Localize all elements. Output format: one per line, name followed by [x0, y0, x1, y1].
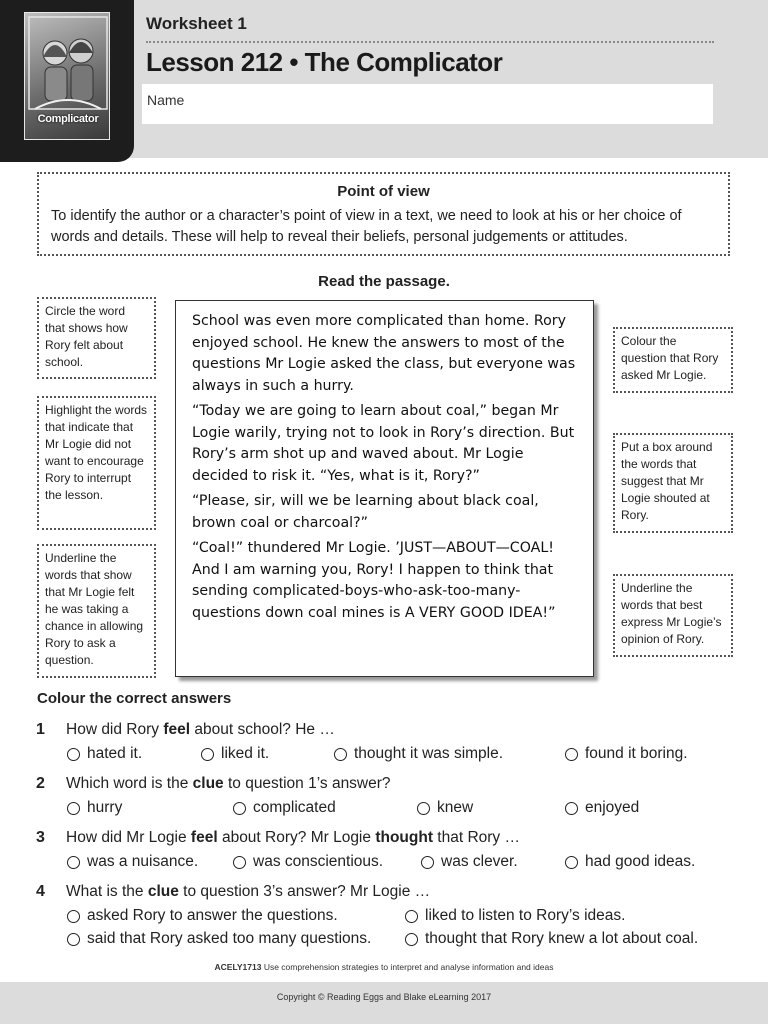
answer-option[interactable]: [233, 799, 336, 817]
question-text-part: that Rory …: [432, 829, 520, 846]
answer-option-label: complicated: [253, 799, 336, 816]
answer-option-label: asked Rory to answer the questions.: [87, 907, 338, 924]
question-4-text: [66, 883, 430, 901]
radio-circle-icon[interactable]: [67, 748, 80, 761]
answer-option[interactable]: [67, 853, 198, 871]
answer-option-label: knew: [437, 799, 474, 816]
answer-option-label: hated it.: [87, 745, 143, 762]
passage-paragraph: “Today we are going to learn about coal,” began Mr Logie warily, trying not to look in Rory’s direction. But Rory’s arm shot up and waved about. Mr Logie decided to risk it. “Yes, what is it, Rory?”: [192, 403, 575, 484]
answer-option[interactable]: [421, 853, 518, 871]
answer-option[interactable]: [405, 930, 698, 948]
question-3-number: 3: [36, 829, 45, 846]
copyright-notice: Copyright © Reading Eggs and Blake eLearning 2017: [276, 992, 492, 1002]
instruction-underline-opinion: Underline the words that best express Mr Logie’s opinion of Rory.: [613, 574, 733, 657]
curriculum-code: [0, 962, 768, 972]
answer-option-label: was a nuisance.: [87, 853, 199, 870]
reading-passage: [175, 300, 594, 677]
instruction-highlight-words: Highlight the words that indicate that Mr Logie did not want to encourage Rory to interrupt the lesson.: [37, 396, 156, 530]
answer-option-label: was conscientious.: [253, 853, 384, 870]
answer-option-label: enjoyed: [585, 799, 640, 816]
radio-circle-icon[interactable]: [405, 910, 418, 923]
instruction-box-shouted: Put a box around the words that suggest that Mr Logie shouted at Rory.: [613, 433, 733, 533]
question-text-part: How did Rory: [66, 721, 164, 738]
radio-circle-icon[interactable]: [233, 856, 246, 869]
point-of-view-title: Point of view: [337, 183, 430, 200]
answer-option-label: said that Rory asked too many questions.: [87, 930, 372, 947]
answer-option[interactable]: [417, 799, 473, 817]
answer-option[interactable]: [334, 745, 503, 763]
question-text-part: How did Mr Logie: [66, 829, 191, 846]
question-keyword: clue: [192, 775, 224, 792]
cover-title: Complicator: [37, 113, 99, 125]
answer-option[interactable]: [201, 745, 269, 763]
answer-option[interactable]: [67, 907, 338, 925]
passage-paragraph: “Please, sir, will we be learning about black coal, brown coal or charcoal?”: [192, 493, 539, 531]
answer-option-label: was clever.: [441, 853, 518, 870]
question-text-part: about school? He …: [190, 721, 335, 738]
point-of-view-box: [37, 172, 730, 256]
question-text-part: about Rory? Mr Logie: [217, 829, 376, 846]
worksheet-label: Worksheet 1: [146, 14, 247, 33]
answer-option-label: found it boring.: [585, 745, 688, 762]
name-field[interactable]: [142, 84, 713, 124]
answer-option-label: liked it.: [221, 745, 270, 762]
question-keyword: feel: [190, 829, 218, 846]
answer-option[interactable]: [67, 930, 371, 948]
read-passage-heading: Read the passage.: [318, 273, 450, 290]
footer-band: [0, 982, 768, 1024]
instruction-underline-chance: Underline the words that show that Mr Logie felt he was taking a chance in allowing Rory to ask a question.: [37, 544, 156, 678]
question-4-number: 4: [36, 883, 45, 900]
answer-option-label: thought it was simple.: [354, 745, 504, 762]
radio-circle-icon[interactable]: [67, 802, 80, 815]
answer-option[interactable]: [233, 853, 383, 871]
answer-option[interactable]: [565, 799, 639, 817]
question-2-number: 2: [36, 775, 45, 792]
answer-option[interactable]: [565, 745, 688, 763]
radio-circle-icon[interactable]: [565, 748, 578, 761]
question-keyword: clue: [147, 883, 179, 900]
curriculum-code-id: ACELY1713: [214, 962, 262, 972]
answer-option[interactable]: [67, 745, 142, 763]
book-cover-image: [24, 12, 110, 140]
question-text-part: What is the: [66, 883, 148, 900]
question-3-text: [66, 829, 520, 847]
radio-circle-icon[interactable]: [565, 802, 578, 815]
radio-circle-icon[interactable]: [67, 910, 80, 923]
question-text-part: to question 1’s answer?: [223, 775, 391, 792]
answer-option[interactable]: [67, 799, 122, 817]
curriculum-description: Use comprehension strategies to interpret and analyse information and ideas: [261, 962, 554, 972]
cover-frame: [0, 0, 134, 162]
name-label: Name: [147, 92, 185, 108]
answer-option-label: had good ideas.: [585, 853, 696, 870]
radio-circle-icon[interactable]: [201, 748, 214, 761]
questions-heading: Colour the correct answers: [37, 690, 232, 707]
radio-circle-icon[interactable]: [67, 933, 80, 946]
instruction-colour-question: Colour the question that Rory asked Mr Logie.: [613, 327, 733, 393]
point-of-view-text: To identify the author or a character’s point of view in a text, we need to look at his or her choice of words and details. These will help to reveal their beliefs, personal judgements or attitudes.: [51, 208, 682, 245]
lesson-title: Lesson 212 • The Complicator: [146, 47, 503, 77]
header-divider: [146, 41, 714, 43]
radio-circle-icon[interactable]: [334, 748, 347, 761]
passage-paragraph: “Coal!” thundered Mr Logie. ’JUST—ABOUT—COAL! And I am warning you, Rory! I happen to think that sending complicated-boys-who-ask-too-many-questions down coal mines is A VERY GOOD IDEA!”: [192, 540, 556, 621]
question-1-number: 1: [36, 721, 45, 738]
question-text-part: to question 3’s answer? Mr Logie …: [178, 883, 431, 900]
answer-option[interactable]: [565, 853, 695, 871]
radio-circle-icon[interactable]: [417, 802, 430, 815]
radio-circle-icon[interactable]: [421, 856, 434, 869]
radio-circle-icon[interactable]: [565, 856, 578, 869]
question-keyword: feel: [163, 721, 191, 738]
answer-option-label: hurry: [87, 799, 123, 816]
answer-option[interactable]: [405, 907, 625, 925]
radio-circle-icon[interactable]: [405, 933, 418, 946]
radio-circle-icon[interactable]: [233, 802, 246, 815]
answer-option-label: liked to listen to Rory’s ideas.: [425, 907, 626, 924]
instruction-circle-word: Circle the word that shows how Rory felt about school.: [37, 297, 156, 379]
question-2-text: [66, 775, 391, 793]
question-1-text: [66, 721, 335, 739]
question-keyword: thought: [375, 829, 433, 846]
answer-option-label: thought that Rory knew a lot about coal.: [425, 930, 699, 947]
passage-paragraph: School was even more complicated than home. Rory enjoyed school. He knew the answers to most of the questions Mr Logie asked the class, but everyone was always in such a hurry.: [192, 313, 576, 394]
question-text-part: Which word is the: [66, 775, 193, 792]
radio-circle-icon[interactable]: [67, 856, 80, 869]
